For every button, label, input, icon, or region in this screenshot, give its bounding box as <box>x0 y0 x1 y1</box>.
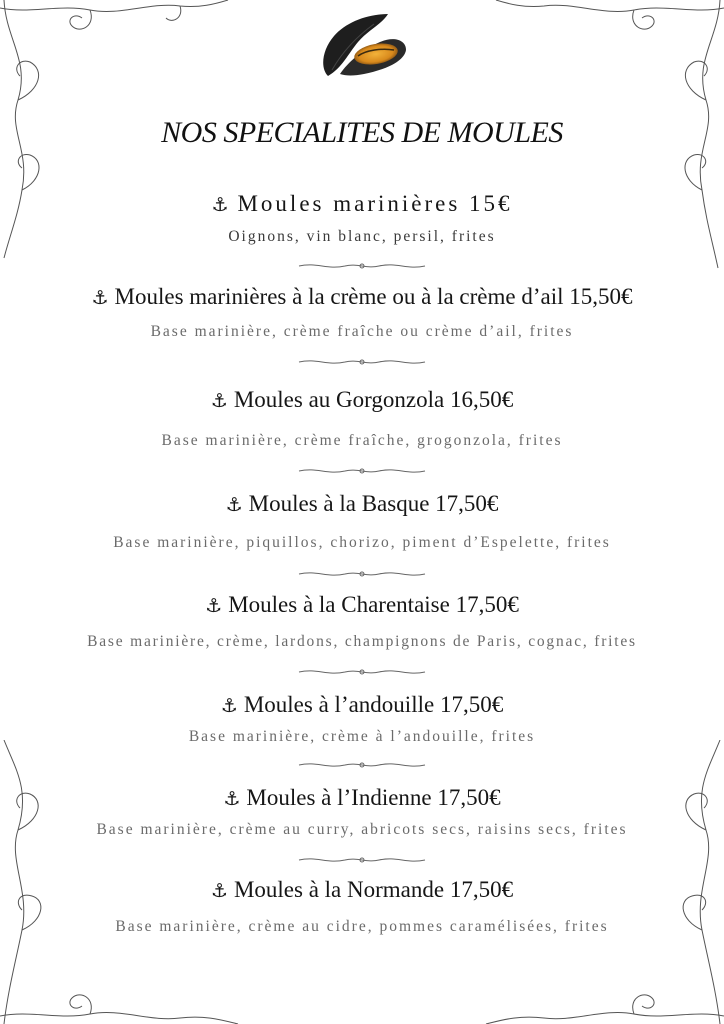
dish-name: ⚓ Moules marinières à la crème ou à la crème d’ail 15,50€ <box>91 284 633 309</box>
dish-description: Base marinière, crème fraîche ou crème d’ail, frites <box>150 323 574 340</box>
separator-flourish <box>297 854 427 866</box>
separator-flourish <box>297 666 427 678</box>
dish-description: Base marinière, crème à l’andouille, frites <box>188 728 536 745</box>
dish-name: ⚓ Moules à la Charentaise 17,50€ <box>205 592 519 617</box>
separator-flourish <box>297 465 427 477</box>
separator-flourish <box>297 356 427 368</box>
dish-description: Base marinière, crème, lardons, champignons de Paris, cognac, frites <box>87 633 637 650</box>
anchor-icon: ⚓ <box>210 390 228 412</box>
anchor-icon: ⚓ <box>91 287 109 309</box>
dish-description: Base marinière, piquillos, chorizo, piment d’Espelette, frites <box>113 534 611 551</box>
menu-title: NOS SPECIALITES DE MOULES <box>161 116 563 149</box>
anchor-icon: ⚓ <box>220 695 238 717</box>
dish-description: Base marinière, crème au cidre, pommes caramélisées, frites <box>115 918 609 935</box>
mussel-icon <box>318 10 408 82</box>
separator-flourish <box>297 260 427 272</box>
separator-flourish <box>297 568 427 580</box>
dish-name: ⚓ Moules à la Normande 17,50€ <box>210 877 514 902</box>
dish-name: ⚓ Moules à l’Indienne 17,50€ <box>223 785 501 810</box>
anchor-icon: ⚓ <box>205 595 223 617</box>
dish-name: ⚓ Moules à l’andouille 17,50€ <box>220 692 504 717</box>
dish-name: ⚓ Moules à la Basque 17,50€ <box>225 491 499 516</box>
anchor-icon: ⚓ <box>211 194 232 216</box>
anchor-icon: ⚓ <box>225 494 243 516</box>
anchor-icon: ⚓ <box>210 880 228 902</box>
dish-description: Oignons, vin blanc, persil, frites <box>228 228 496 245</box>
dish-description: Base marinière, crème au curry, abricots secs, raisins secs, frites <box>96 821 628 838</box>
dish-description: Base marinière, crème fraîche, grogonzola, frites <box>161 432 563 449</box>
anchor-icon: ⚓ <box>223 788 241 810</box>
separator-flourish <box>297 759 427 771</box>
dish-name: ⚓ Moules marinières 15€ <box>211 191 513 216</box>
dish-name: ⚓ Moules au Gorgonzola 16,50€ <box>210 387 514 412</box>
